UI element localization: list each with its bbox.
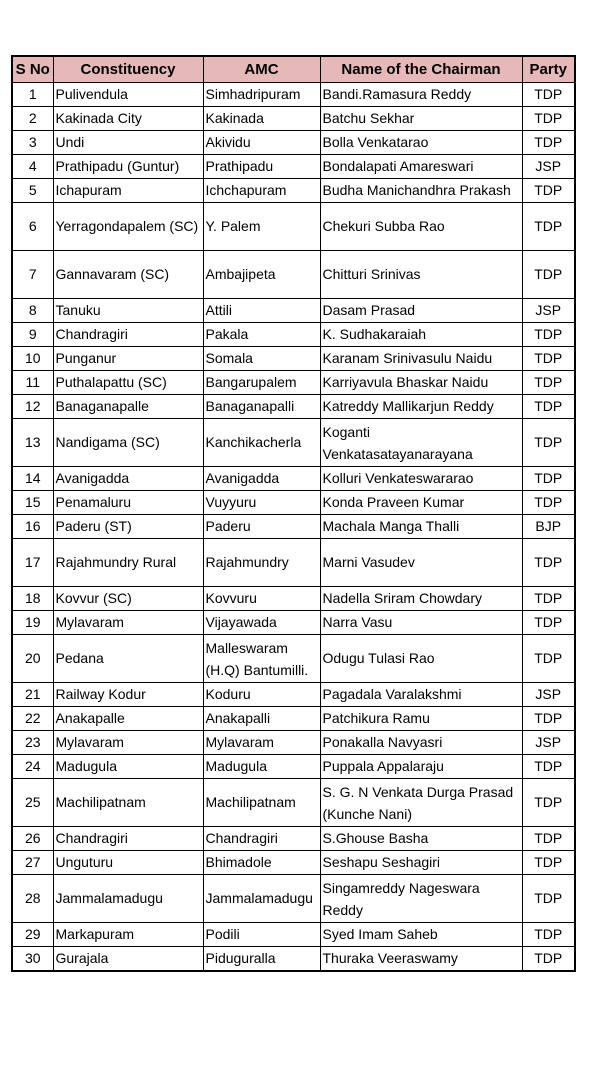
- cell-amc: Banaganapalli: [203, 395, 320, 419]
- cell-party: BJP: [522, 515, 575, 539]
- cell-amc: Rajahmundry: [203, 539, 320, 587]
- cell-sno: 9: [12, 323, 53, 347]
- cell-chairman: Marni Vasudev: [320, 539, 522, 587]
- cell-constituency: Penamaluru: [53, 491, 203, 515]
- cell-amc: Y. Palem: [203, 203, 320, 251]
- cell-party: TDP: [522, 179, 575, 203]
- cell-sno: 19: [12, 611, 53, 635]
- cell-amc: Kanchikacherla: [203, 419, 320, 467]
- cell-party: TDP: [522, 923, 575, 947]
- cell-party: TDP: [522, 611, 575, 635]
- cell-constituency: Mylavaram: [53, 611, 203, 635]
- cell-party: TDP: [522, 107, 575, 131]
- cell-sno: 3: [12, 131, 53, 155]
- cell-amc: Attili: [203, 299, 320, 323]
- cell-party: TDP: [522, 251, 575, 299]
- table-row: [12, 587, 575, 611]
- cell-amc: Jammalamadugu: [203, 875, 320, 923]
- cell-constituency: Unguturu: [53, 851, 203, 875]
- cell-constituency: Railway Kodur: [53, 683, 203, 707]
- cell-constituency: Paderu (ST): [53, 515, 203, 539]
- table-row: [12, 851, 575, 875]
- cell-constituency: Chandragiri: [53, 827, 203, 851]
- cell-party: TDP: [522, 491, 575, 515]
- table-row: [12, 323, 575, 347]
- cell-constituency: Markapuram: [53, 923, 203, 947]
- cell-chairman: Thuraka Veeraswamy: [320, 947, 522, 972]
- cell-amc: Prathipadu: [203, 155, 320, 179]
- cell-chairman: Syed Imam Saheb: [320, 923, 522, 947]
- cell-sno: 26: [12, 827, 53, 851]
- table-row: [12, 731, 575, 755]
- cell-sno: 18: [12, 587, 53, 611]
- cell-constituency: Kakinada City: [53, 107, 203, 131]
- cell-constituency: Anakapalle: [53, 707, 203, 731]
- cell-sno: 23: [12, 731, 53, 755]
- cell-sno: 30: [12, 947, 53, 972]
- cell-chairman: Seshapu Seshagiri: [320, 851, 522, 875]
- cell-party: TDP: [522, 323, 575, 347]
- cell-chairman: Chekuri Subba Rao: [320, 203, 522, 251]
- cell-constituency: Madugula: [53, 755, 203, 779]
- cell-amc: Ambajipeta: [203, 251, 320, 299]
- cell-amc: Machilipatnam: [203, 779, 320, 827]
- cell-amc: Avanigadda: [203, 467, 320, 491]
- cell-chairman: Koganti Venkatasatayanarayana: [320, 419, 522, 467]
- cell-constituency: Ichapuram: [53, 179, 203, 203]
- table-row: [12, 395, 575, 419]
- cell-chairman: Chitturi Srinivas: [320, 251, 522, 299]
- cell-sno: 16: [12, 515, 53, 539]
- cell-party: TDP: [522, 587, 575, 611]
- cell-constituency: Undi: [53, 131, 203, 155]
- cell-constituency: Chandragiri: [53, 323, 203, 347]
- table-row: [12, 251, 575, 299]
- cell-amc: Mylavaram: [203, 731, 320, 755]
- table-body: [12, 83, 575, 972]
- cell-chairman: Katreddy Mallikarjun Reddy: [320, 395, 522, 419]
- table-row: [12, 203, 575, 251]
- cell-chairman: Konda Praveen Kumar: [320, 491, 522, 515]
- cell-constituency: Pulivendula: [53, 83, 203, 107]
- table-row: [12, 875, 575, 923]
- cell-amc: Bangarupalem: [203, 371, 320, 395]
- table-row: [12, 635, 575, 683]
- cell-party: JSP: [522, 299, 575, 323]
- cell-party: TDP: [522, 203, 575, 251]
- table-row: [12, 347, 575, 371]
- cell-sno: 7: [12, 251, 53, 299]
- table-row: [12, 611, 575, 635]
- cell-chairman: Machala Manga Thalli: [320, 515, 522, 539]
- cell-party: JSP: [522, 155, 575, 179]
- cell-chairman: Dasam Prasad: [320, 299, 522, 323]
- table-row: [12, 155, 575, 179]
- cell-sno: 12: [12, 395, 53, 419]
- table-row: [12, 299, 575, 323]
- cell-chairman: Karanam Srinivasulu Naidu: [320, 347, 522, 371]
- cell-sno: 6: [12, 203, 53, 251]
- cell-chairman: Pagadala Varalakshmi: [320, 683, 522, 707]
- cell-chairman: Bolla Venkatarao: [320, 131, 522, 155]
- table-row: [12, 755, 575, 779]
- cell-amc: Anakapalli: [203, 707, 320, 731]
- cell-sno: 28: [12, 875, 53, 923]
- cell-party: TDP: [522, 851, 575, 875]
- cell-chairman: Batchu Sekhar: [320, 107, 522, 131]
- cell-chairman: S.Ghouse Basha: [320, 827, 522, 851]
- cell-party: TDP: [522, 419, 575, 467]
- cell-constituency: Mylavaram: [53, 731, 203, 755]
- cell-chairman: Nadella Sriram Chowdary: [320, 587, 522, 611]
- cell-sno: 25: [12, 779, 53, 827]
- table-row: [12, 539, 575, 587]
- cell-constituency: Gurajala: [53, 947, 203, 972]
- cell-constituency: Kovvur (SC): [53, 587, 203, 611]
- cell-amc: Paderu: [203, 515, 320, 539]
- cell-sno: 11: [12, 371, 53, 395]
- cell-chairman: Karriyavula Bhaskar Naidu: [320, 371, 522, 395]
- cell-party: TDP: [522, 947, 575, 972]
- header-sno: S No: [12, 56, 53, 83]
- cell-party: JSP: [522, 731, 575, 755]
- cell-chairman: Patchikura Ramu: [320, 707, 522, 731]
- cell-sno: 17: [12, 539, 53, 587]
- table-header: [12, 56, 575, 83]
- table-row: [12, 83, 575, 107]
- table-row: [12, 179, 575, 203]
- table-row: [12, 131, 575, 155]
- cell-chairman: K. Sudhakaraiah: [320, 323, 522, 347]
- cell-sno: 1: [12, 83, 53, 107]
- cell-party: TDP: [522, 131, 575, 155]
- cell-sno: 8: [12, 299, 53, 323]
- cell-amc: Ichchapuram: [203, 179, 320, 203]
- cell-sno: 20: [12, 635, 53, 683]
- cell-constituency: Machilipatnam: [53, 779, 203, 827]
- table-row: [12, 707, 575, 731]
- cell-amc: Vuyyuru: [203, 491, 320, 515]
- cell-amc: Malleswaram (H.Q) Bantumilli.: [203, 635, 320, 683]
- table-row: [12, 467, 575, 491]
- cell-chairman: Singamreddy Nageswara Reddy: [320, 875, 522, 923]
- cell-sno: 22: [12, 707, 53, 731]
- table-row: [12, 947, 575, 972]
- cell-chairman: Narra Vasu: [320, 611, 522, 635]
- cell-sno: 29: [12, 923, 53, 947]
- cell-chairman: Kolluri Venkateswararao: [320, 467, 522, 491]
- cell-sno: 24: [12, 755, 53, 779]
- table-row: [12, 371, 575, 395]
- cell-amc: Bhimadole: [203, 851, 320, 875]
- cell-amc: Piduguralla: [203, 947, 320, 972]
- chairman-table: [11, 55, 576, 972]
- cell-amc: Pakala: [203, 323, 320, 347]
- cell-amc: Simhadripuram: [203, 83, 320, 107]
- cell-sno: 5: [12, 179, 53, 203]
- table-row: [12, 779, 575, 827]
- table-row: [12, 683, 575, 707]
- cell-party: TDP: [522, 635, 575, 683]
- cell-party: TDP: [522, 779, 575, 827]
- cell-constituency: Rajahmundry Rural: [53, 539, 203, 587]
- table-row: [12, 491, 575, 515]
- cell-sno: 13: [12, 419, 53, 467]
- header-party: Party: [522, 56, 575, 83]
- cell-party: TDP: [522, 827, 575, 851]
- cell-party: TDP: [522, 83, 575, 107]
- cell-chairman: Budha Manichandhra Prakash: [320, 179, 522, 203]
- cell-constituency: Prathipadu (Guntur): [53, 155, 203, 179]
- cell-constituency: Puthalapattu (SC): [53, 371, 203, 395]
- cell-sno: 27: [12, 851, 53, 875]
- cell-constituency: Punganur: [53, 347, 203, 371]
- cell-chairman: Bandi.Ramasura Reddy: [320, 83, 522, 107]
- table-row: [12, 827, 575, 851]
- cell-chairman: Odugu Tulasi Rao: [320, 635, 522, 683]
- cell-constituency: Pedana: [53, 635, 203, 683]
- cell-party: TDP: [522, 707, 575, 731]
- cell-chairman: S. G. N Venkata Durga Prasad (Kunche Nani): [320, 779, 522, 827]
- cell-sno: 14: [12, 467, 53, 491]
- cell-sno: 4: [12, 155, 53, 179]
- cell-amc: Chandragiri: [203, 827, 320, 851]
- cell-party: TDP: [522, 875, 575, 923]
- cell-constituency: Nandigama (SC): [53, 419, 203, 467]
- cell-party: TDP: [522, 371, 575, 395]
- cell-sno: 2: [12, 107, 53, 131]
- cell-party: TDP: [522, 347, 575, 371]
- table-row: [12, 419, 575, 467]
- cell-constituency: Tanuku: [53, 299, 203, 323]
- cell-sno: 10: [12, 347, 53, 371]
- header-amc: AMC: [203, 56, 320, 83]
- cell-amc: Somala: [203, 347, 320, 371]
- cell-sno: 21: [12, 683, 53, 707]
- cell-constituency: Yerragondapalem (SC): [53, 203, 203, 251]
- cell-amc: Madugula: [203, 755, 320, 779]
- cell-amc: Vijayawada: [203, 611, 320, 635]
- cell-party: TDP: [522, 467, 575, 491]
- header-row: [12, 56, 575, 83]
- cell-constituency: Gannavaram (SC): [53, 251, 203, 299]
- cell-constituency: Avanigadda: [53, 467, 203, 491]
- cell-amc: Kovvuru: [203, 587, 320, 611]
- cell-chairman: Ponakalla Navyasri: [320, 731, 522, 755]
- cell-constituency: Jammalamadugu: [53, 875, 203, 923]
- header-chairman: Name of the Chairman: [320, 56, 522, 83]
- cell-party: TDP: [522, 395, 575, 419]
- cell-party: TDP: [522, 539, 575, 587]
- cell-chairman: Puppala Appalaraju: [320, 755, 522, 779]
- cell-constituency: Banaganapalle: [53, 395, 203, 419]
- table-row: [12, 515, 575, 539]
- table-row: [12, 923, 575, 947]
- table-row: [12, 107, 575, 131]
- cell-amc: Podili: [203, 923, 320, 947]
- cell-amc: Kakinada: [203, 107, 320, 131]
- cell-amc: Akividu: [203, 131, 320, 155]
- header-constituency: Constituency: [53, 56, 203, 83]
- cell-sno: 15: [12, 491, 53, 515]
- cell-chairman: Bondalapati Amareswari: [320, 155, 522, 179]
- cell-party: TDP: [522, 755, 575, 779]
- cell-amc: Koduru: [203, 683, 320, 707]
- cell-party: JSP: [522, 683, 575, 707]
